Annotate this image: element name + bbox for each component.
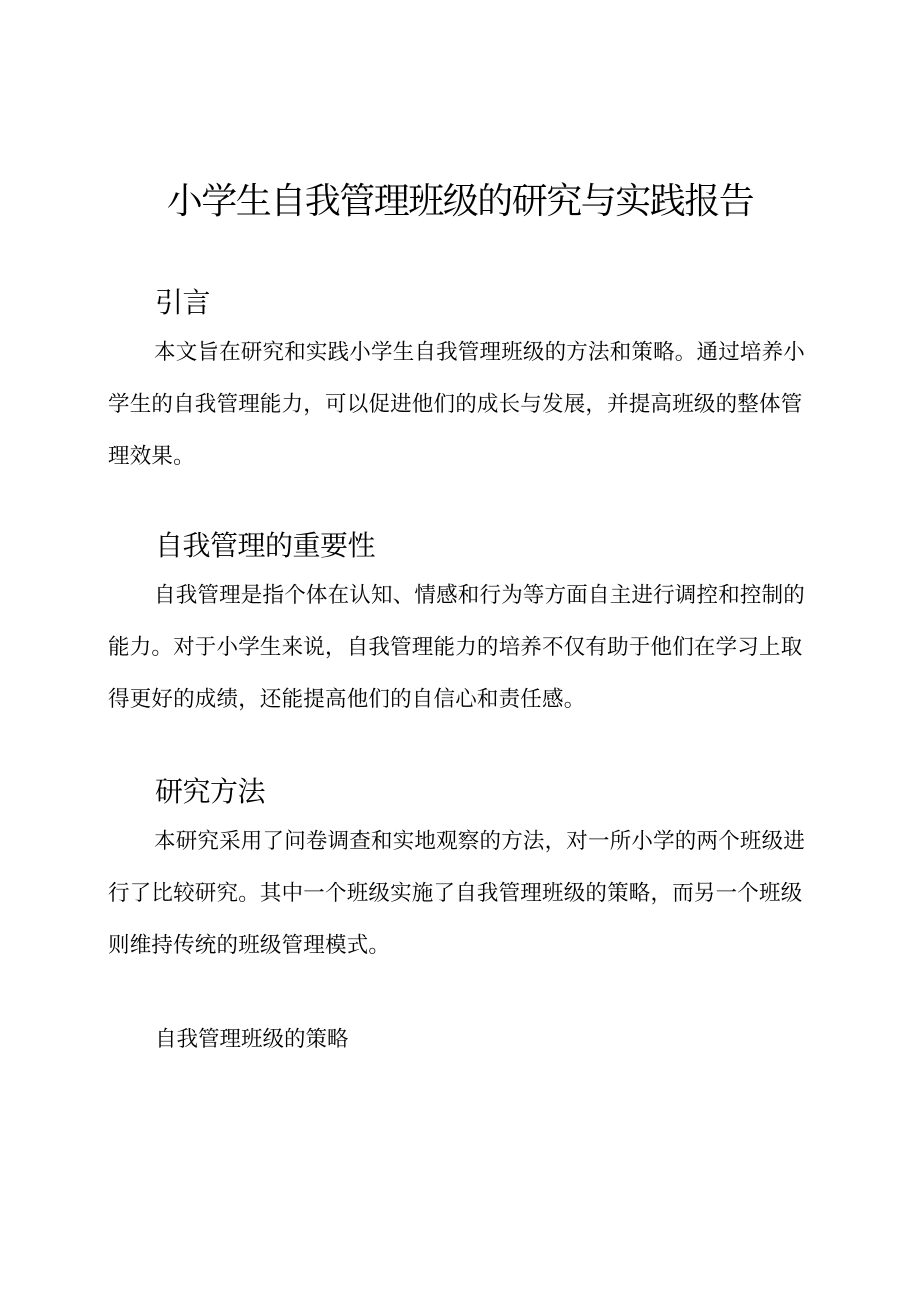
section-body-introduction: 本文旨在研究和实践小学生自我管理班级的方法和策略。通过培养小学生的自我管理能力，可以促进他们的成长与发展，并提高班级的整体管理效果。	[108, 340, 806, 469]
document-title: 小学生自我管理班级的研究与实践报告	[166, 181, 754, 222]
section-body-importance: 自我管理是指个体在认知、情感和行为等方面自主进行调控和控制的能力。对于小学生来说，自我管理能力的培养不仅有助于他们在学习上取得更好的成绩，还能提高他们的自信心和责任感。	[108, 583, 806, 712]
section-heading-importance: 自我管理的重要性	[155, 529, 376, 562]
section-heading-method: 研究方法	[155, 775, 266, 808]
section-subheading-strategy: 自我管理班级的策略	[155, 1027, 349, 1052]
section-heading-introduction: 引言	[155, 286, 211, 319]
section-body-method: 本研究采用了问卷调查和实地观察的方法，对一所小学的两个班级进行了比较研究。其中一个班级实施了自我管理班级的策略，而另一个班级则维持传统的班级管理模式。	[108, 829, 806, 958]
